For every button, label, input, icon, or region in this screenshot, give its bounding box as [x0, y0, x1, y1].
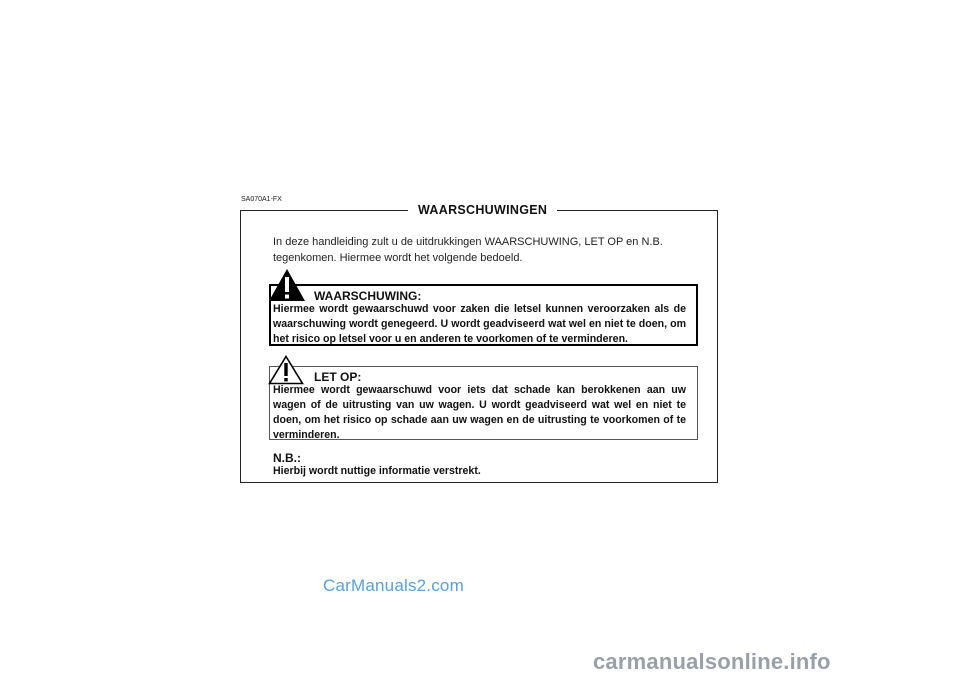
- warning-heading: WAARSCHUWING:: [314, 289, 422, 303]
- document-code: SA070A1-FX: [241, 196, 282, 203]
- caution-text: Hiermee wordt gewaarschuwd voor iets dat schade kan berokkenen aan uw wagen of de uitrusting van uw wagen. U wordt geadviseerd wat wel en niet te doen, om het risico op schade aan uw wagen en de uitrusting te voorkomen of te verminderen.: [273, 384, 686, 441]
- section-title: WAARSCHUWINGEN: [408, 203, 557, 217]
- warning-triangle-outline-icon: [268, 355, 304, 385]
- note-text: Hierbij wordt nuttige informatie verstrekt.: [273, 465, 481, 477]
- caution-heading: LET OP:: [314, 370, 362, 384]
- watermark-primary[interactable]: CarManuals2.com: [323, 576, 464, 595]
- warning-triangle-filled-icon: [268, 268, 306, 302]
- watermark-secondary[interactable]: carmanualsonline.info: [593, 649, 831, 674]
- intro-paragraph: In deze handleiding zult u de uitdrukkingen WAARSCHUWING, LET OP en N.B. tegenkomen. Hiermee wordt het volgende bedoeld.: [273, 236, 663, 264]
- warning-text: Hiermee wordt gewaarschuwd voor zaken die letsel kunnen veroorzaken als de waarschuwing wordt genegeerd. U wordt geadviseerd wat wel en niet te doen, om het risico op letsel voor u en anderen te voorkomen of te verminderen.: [273, 303, 686, 345]
- note-heading: N.B.:: [273, 451, 301, 465]
